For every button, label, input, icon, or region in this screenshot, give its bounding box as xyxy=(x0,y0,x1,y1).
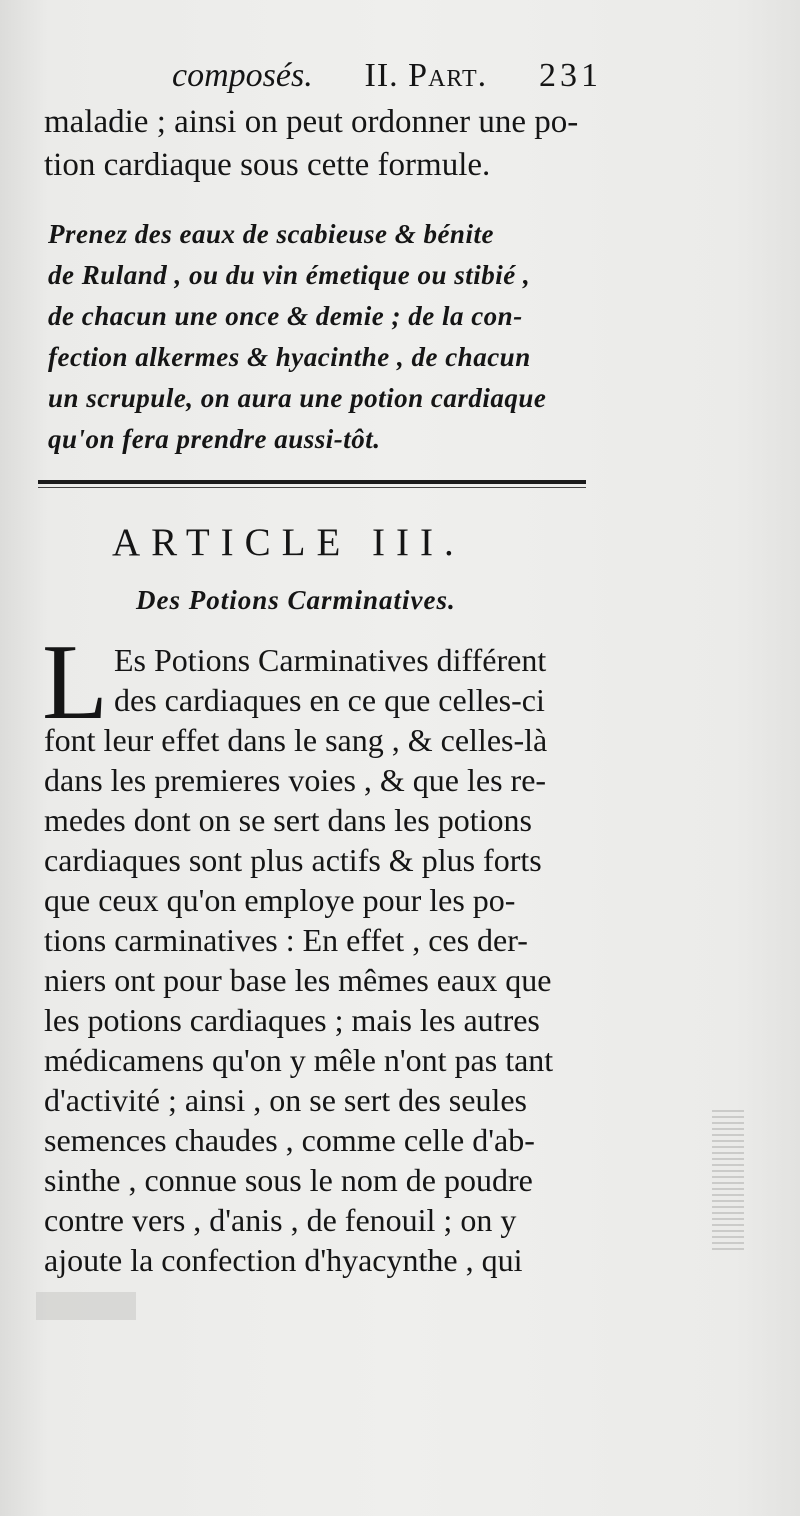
recipe-line: de chacun une once & demie ; de la con- xyxy=(48,301,523,331)
body-line: semences chaudes , comme celle d'ab- xyxy=(44,1122,535,1158)
body-line: médicamens qu'on y mêle n'ont pas tant xyxy=(44,1042,554,1078)
body-line: cardiaques sont plus actifs & plus forts xyxy=(44,842,542,878)
body-line: sinthe , connue sous le nom de poudre xyxy=(44,1162,533,1198)
running-head: composés. xyxy=(172,57,313,94)
bleedthrough-mark xyxy=(36,1292,136,1320)
margin-bleedthrough xyxy=(712,1110,744,1250)
body-line: medes dont on se sert dans les potions xyxy=(44,802,532,838)
body-line: d'activité ; ainsi , on se sert des seules xyxy=(44,1082,527,1118)
section-divider xyxy=(38,480,586,484)
body-paragraph xyxy=(42,623,610,1280)
page-header xyxy=(172,58,602,94)
article-heading: ARTICLE III. xyxy=(112,521,465,564)
body-line: tions carminatives : En effet , ces der- xyxy=(44,922,528,958)
recipe-line: qu'on fera prendre aussi-tôt. xyxy=(48,424,381,454)
intro-paragraph xyxy=(44,101,610,187)
recipe-paragraph xyxy=(48,214,600,460)
text-line: maladie ; ainsi on peut ordonner une po- xyxy=(44,104,579,140)
body-line: ajoute la confection d'hyacynthe , qui xyxy=(44,1242,523,1278)
body-line: les potions cardiaques ; mais les autres xyxy=(44,1002,540,1038)
drop-cap: L xyxy=(42,623,108,742)
part-label: II. Part. xyxy=(364,57,488,94)
recipe-line: un scrupule, on aura une potion cardiaque xyxy=(48,383,547,413)
section-divider-thin xyxy=(38,487,586,488)
body-line: contre vers , d'anis , de fenouil ; on y xyxy=(44,1202,517,1238)
text-line: tion cardiaque sous cette formule. xyxy=(44,147,491,183)
body-line: niers ont pour base les mêmes eaux que xyxy=(44,962,552,998)
recipe-line: Prenez des eaux de scabieuse & bénite xyxy=(48,219,494,249)
body-line: dans les premieres voies , & que les re- xyxy=(44,762,547,798)
body-line: font leur effet dans le sang , & celles-là xyxy=(44,722,548,758)
recipe-line: fection alkermes & hyacinthe , de chacun xyxy=(48,342,531,372)
body-line: que ceux qu'on employe pour les po- xyxy=(44,882,516,918)
recipe-line: de Ruland , ou du vin émetique ou stibié , xyxy=(48,260,531,290)
page-number: 231 xyxy=(538,57,602,94)
body-line: des cardiaques en ce que celles-ci xyxy=(114,682,545,718)
body-line: Es Potions Carminatives différent xyxy=(114,642,547,678)
article-subtitle: Des Potions Carminatives. xyxy=(136,585,456,615)
